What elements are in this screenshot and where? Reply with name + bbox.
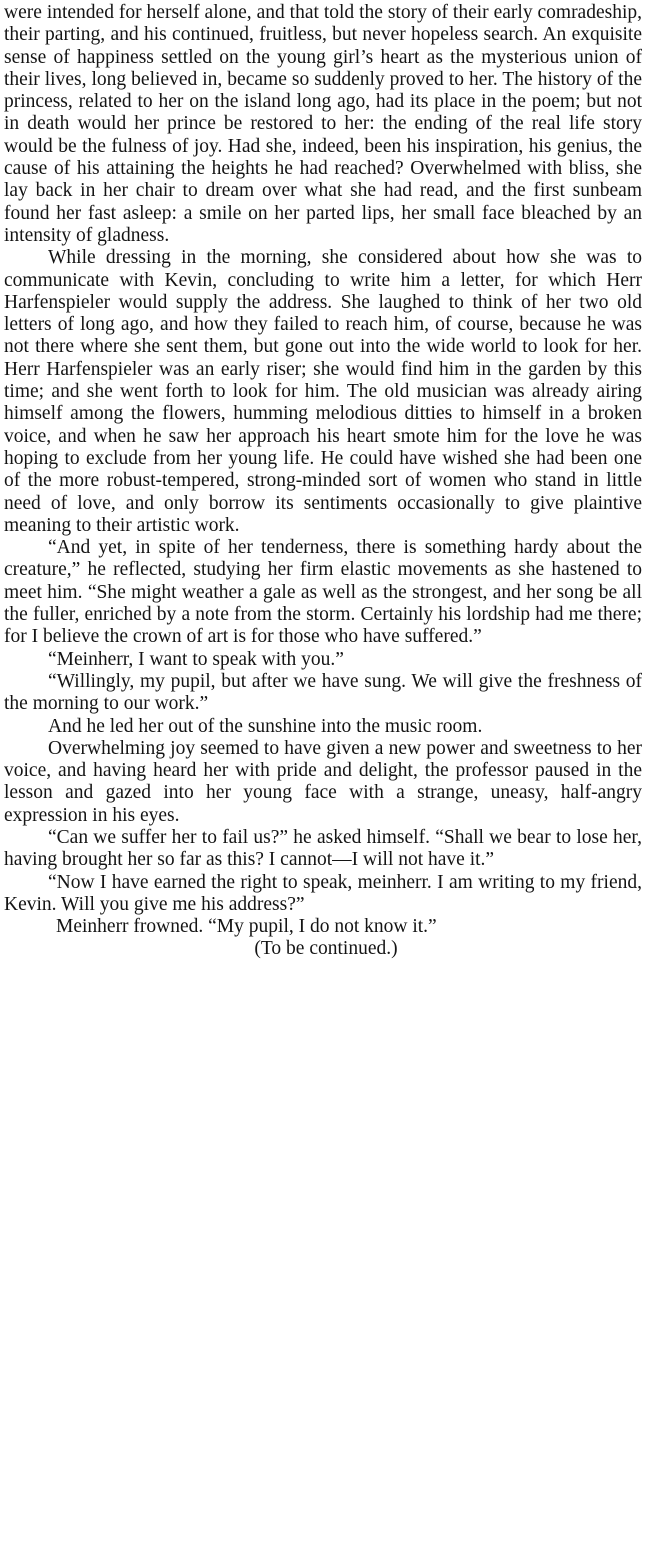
paragraph-and-yet: “And yet, in spite of her tenderness, there is something hardy about the creature,” he reflected, studying her firm elastic movements as she hastened to meet him. “She might weather a gale as well as the strongest, and her song be all the fuller, enriched by a note from the storm. Certainly his lordship had me there; for I believe the crown of art is for those who have suffered.” [4,537,642,648]
paragraph-willingly: “Willingly, my pupil, but after we have sung. We will give the freshness of the morning to our work.” [4,670,642,715]
paragraph-music-room: And he led her out of the sunshine into the music room. [48,715,483,737]
paragraph-overwhelming-joy: Overwhelming joy seemed to have given a new power and sweetness to her voice, and having heard her with pride and delight, the professor paused in the lesson and gazed into her young face with a strange, uneasy, half-angry expression in his eyes. [4,737,642,826]
paragraph-continued-fragment: were intended for herself alone, and that told the story of their early comradeship, their parting, and his continued, fruitless, but never hopeless search. An exquisite sense of happiness settled on the young girl’s heart as the mysterious union of their lives, long believed in, became so suddenly proved to her. The history of the princess, related to her on the island long ago, had its place in the poem; but not in death would her prince be restored to her: the ending of the real life story would be the fulness of joy. Had she, indeed, been his inspiration, his genius, the cause of his attaining the heights he had reached? Overwhelmed with bliss, she lay back in her chair to dream over what she had read, and the first sunbeam found her fast asleep: a smile on her parted lips, her small face bleached by an intensity of gladness. [4,2,642,246]
paragraph-meinherr-frowned: Meinherr frowned. “My pupil, I do not know it.” [56,916,437,938]
paragraph-dressing-morning: While dressing in the morning, she considered about how she was to communicate with Kevin, concluding to write him a letter, for which Herr Harfenspieler would supply the address. She laughed to think of her two old letters of long ago, and how they failed to reach him, of course, because he was not there where she sent them, but gone out into the wide world to look for her. Herr Harfenspieler was an early riser; she would find him in the garden by this time; and she went forth to look for him. The old musician was already airing himself among the flowers, humming melodious ditties to himself in a broken voice, and when he saw her approach his heart smote him for the love he was hoping to exclude from her young life. He could have wished she had been one of the more robust-tempered, strong-minded sort of women who stand in little need of love, and only borrow its sentiments occasionally to give plaintive meaning to their artistic work. [4,247,642,536]
to-be-continued-note: (To be continued.) [254,938,398,960]
paragraph-meinherr-want-speak: “Meinherr, I want to speak with you.” [48,648,344,670]
paragraph-can-we-suffer: “Can we suffer her to fail us?” he asked himself. “Shall we bear to lose her, having brought her so far as this? I cannot—I will not have it.” [4,826,642,871]
paragraph-now-i-have-earned: “Now I have earned the right to speak, meinherr. I am writing to my friend, Kevin. Will you give me his address?” [4,871,642,915]
